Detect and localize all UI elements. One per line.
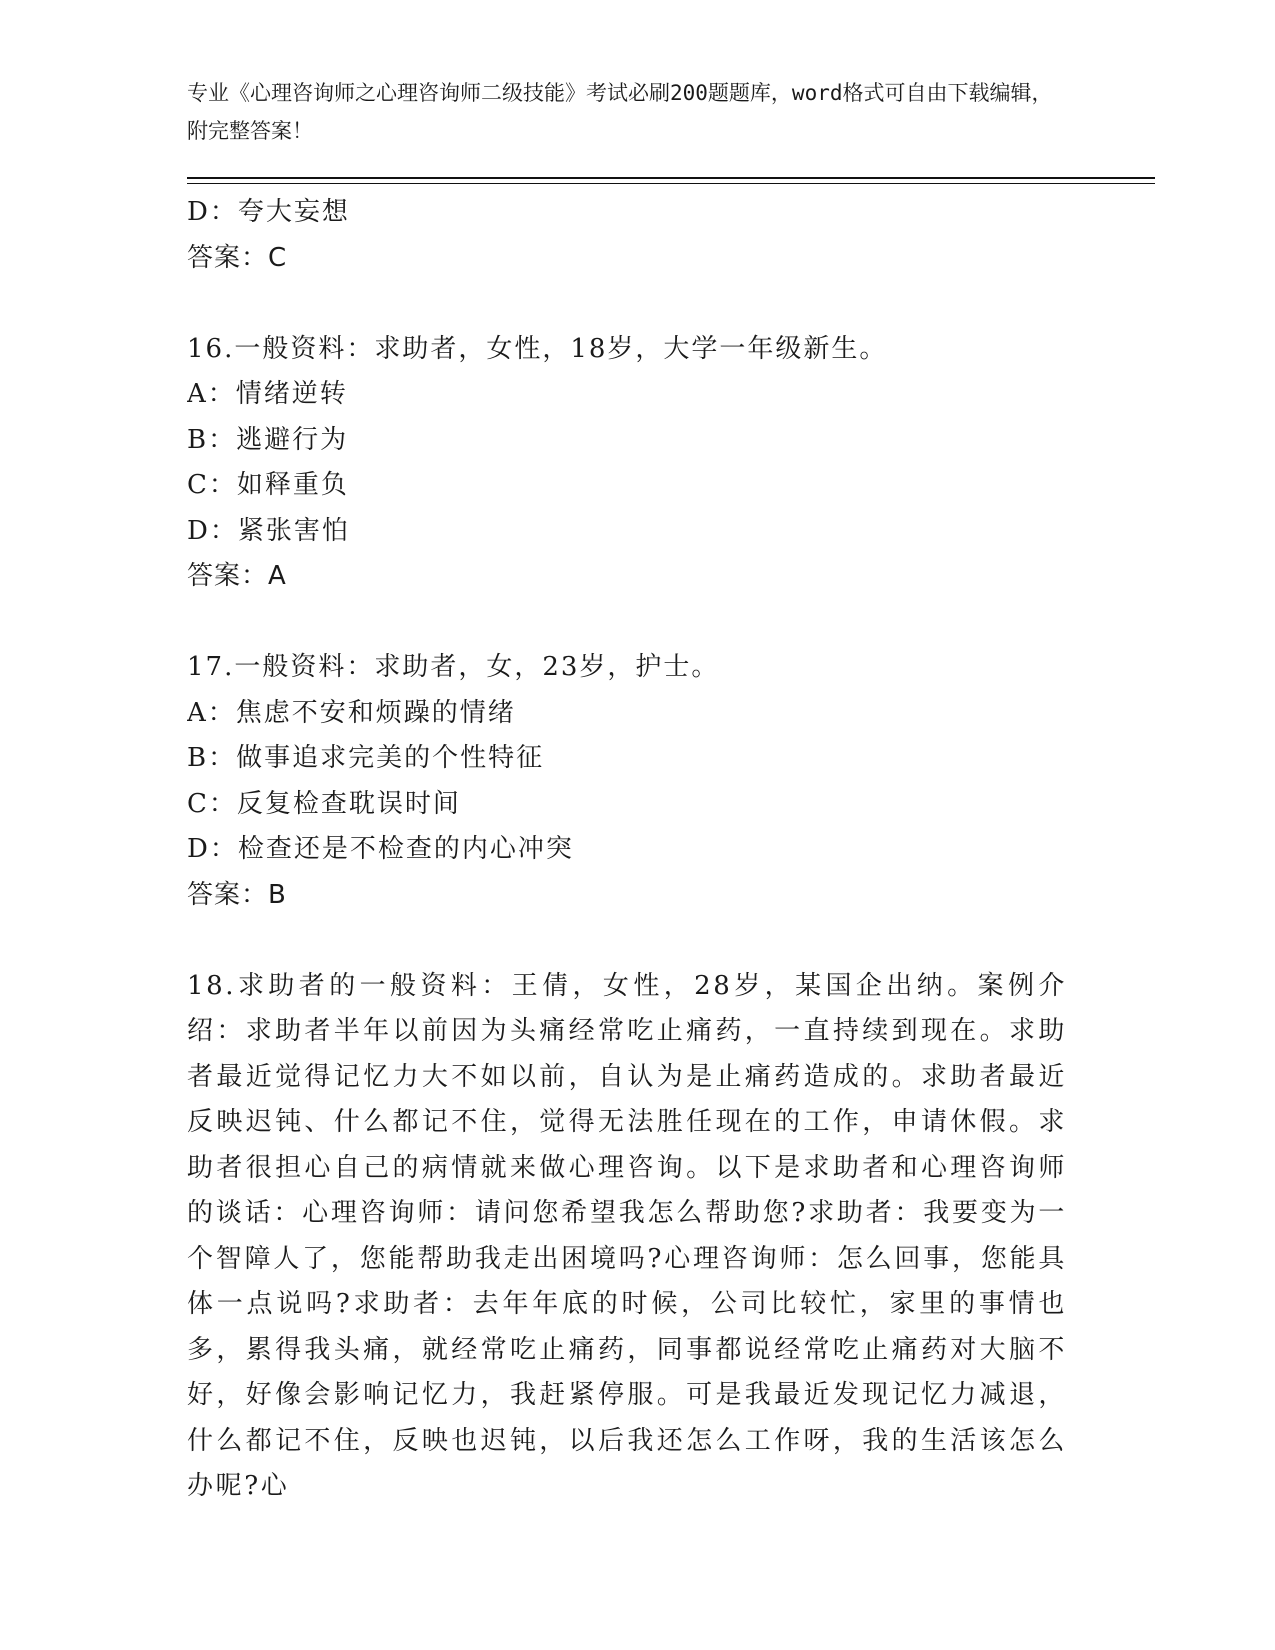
- header-divider-thin: [187, 183, 1155, 184]
- document-body: [187, 190, 1067, 1510]
- header-divider-thick: [187, 177, 1155, 179]
- spacer: [187, 600, 1067, 646]
- question-16-option-c: C：如释重负: [187, 470, 349, 500]
- question-16-option-d: D：紧张害怕: [187, 515, 350, 546]
- question-18-text: 18.求助者的一般资料：王倩，女性，28岁，某国企出纳。案例介绍：求助者半年以前因为头痛经常吃止痛药，一直持续到现在。求助者最近觉得记忆力大不如以前，自认为是止痛药造成的。求助者最近反映迟钝、什么都记不住，觉得无法胜任现在的工作，申请休假。求助者很担心自己的病情就来做心理咨询。以下是求助者和心理咨询师的谈话：心理咨询师：请问您希望我怎么帮助您?求助者：我要变为一个智障人了，您能帮助我走出困境吗?心理咨询师：怎么回事，您能具体一点说吗?求助者：去年年底的时候，公司比较忙，家里的事情也多，累得我头痛，就经常吃止痛药，同事都说经常吃止痛药对大脑不好，好像会影响记忆力，我赶紧停服。可是我最近发现记忆力减退，什么都记不住，反映也迟钝，以后我还怎么工作呀，我的生活该怎么办呢?心: [187, 970, 1067, 1501]
- question-17-answer: 答案：B: [187, 879, 287, 910]
- question-16-option-a: A：情绪逆转: [187, 379, 348, 409]
- question-17-option-c: C：反复检查耽误时间: [187, 788, 461, 819]
- page-header: 专业《心理咨询师之心理咨询师二级技能》考试必刷200题题库，word格式可自由下载编辑，附完整答案！: [187, 81, 1053, 143]
- prev-answer: 答案：C: [187, 242, 288, 273]
- question-17-option-b: B：做事追求完美的个性特征: [187, 743, 545, 773]
- question-16-answer: 答案：A: [187, 561, 287, 591]
- prev-option-d: D：夸大妄想: [187, 197, 350, 227]
- question-16-option-b: B：逃避行为: [187, 424, 349, 455]
- question-17-option-d: D：检查还是不检查的内心冲突: [187, 834, 574, 864]
- question-16-stem: 16.一般资料：求助者，女性，18岁，大学一年级新生。: [187, 333, 888, 364]
- question-17-stem: 17.一般资料：求助者，女，23岁，护士。: [187, 652, 720, 682]
- spacer: [187, 918, 1067, 964]
- spacer: [187, 281, 1067, 327]
- question-17-option-a: A：焦虑不安和烦躁的情绪: [187, 697, 516, 728]
